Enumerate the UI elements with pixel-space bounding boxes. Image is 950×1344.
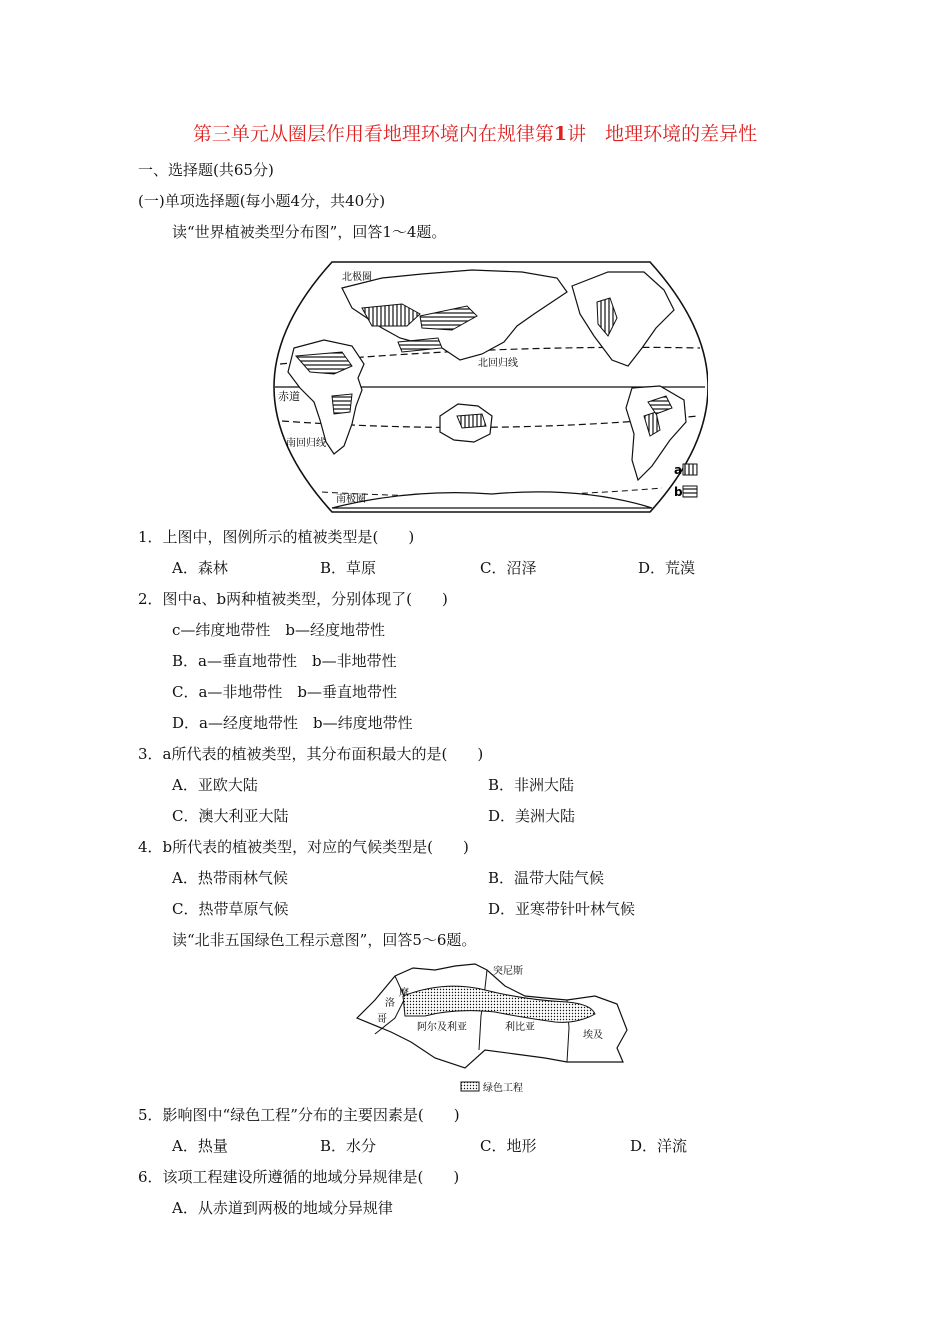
reading-prompt-1: 读“世界植被类型分布图”，回答1～4题。 — [172, 223, 447, 241]
legend-a-swatch — [683, 464, 697, 475]
section-heading: 一、选择题(共65分) — [138, 161, 274, 179]
tropic-of-cancer-label: 北回归线 — [478, 358, 518, 369]
tunisia-label: 突尼斯 — [493, 966, 523, 977]
morocco-label-2: 洛 — [385, 998, 395, 1009]
legend-b-label: b — [674, 485, 683, 499]
morocco-label-3: 哥 — [377, 1014, 387, 1025]
question-1-option-c: C．沼泽 — [480, 559, 537, 577]
morocco-label-1: 摩 — [399, 988, 409, 999]
question-3-option-a: A．亚欧大陆 — [172, 776, 258, 794]
question-2-option-b: B．a—垂直地带性 b—非地带性 — [172, 652, 397, 670]
question-6-stem: 6．该项工程建设所遵循的地域分异规律是( ) — [138, 1168, 460, 1186]
green-project-legend-swatch — [461, 1082, 479, 1091]
question-1-option-b: B．草原 — [320, 559, 377, 577]
question-1-option-d: D．荒漠 — [638, 559, 696, 577]
vegetation-b-region — [332, 394, 352, 414]
question-2-stem: 2．图中a、b两种植被类型，分别体现了( ) — [138, 590, 448, 608]
question-1-option-a: A．森林 — [172, 559, 228, 577]
question-1-stem: 1．上图中，图例所示的植被类型是( ) — [138, 528, 415, 546]
question-3-stem: 3．a所代表的植被类型，其分布面积最大的是( ) — [138, 745, 484, 763]
question-4-option-a: A．热带雨林气候 — [172, 869, 288, 887]
question-3-option-c: C．澳大利亚大陆 — [172, 807, 289, 825]
question-5-option-c: C．地形 — [480, 1137, 537, 1155]
section-subheading: (一)单项选择题(每小题4分，共40分) — [138, 192, 386, 210]
equator-label: 赤道 — [278, 390, 300, 403]
question-5-stem: 5．影响图中“绿色工程”分布的主要因素是( ) — [138, 1106, 460, 1124]
page-title: 第三单元从圈层作用看地理环境内在规律第1讲 地理环境的差异性 — [192, 123, 758, 145]
libya-label: 利比亚 — [505, 1022, 535, 1033]
legend-b-swatch — [683, 486, 697, 497]
question-5-option-a: A．热量 — [172, 1137, 228, 1155]
legend-a-label: a — [674, 463, 683, 477]
green-project-legend-label: 绿色工程 — [483, 1083, 523, 1094]
question-4-option-d: D．亚寒带针叶林气候 — [488, 900, 636, 918]
question-3-option-b: B．非洲大陆 — [488, 776, 575, 794]
question-6-option-a: A．从赤道到两极的地域分异规律 — [172, 1199, 393, 1217]
question-4-option-c: C．热带草原气候 — [172, 900, 289, 918]
egypt-label: 埃及 — [583, 1030, 603, 1041]
question-5-option-b: B．水分 — [320, 1137, 377, 1155]
antarctic-circle-label: 南极圈 — [336, 494, 366, 505]
arctic-circle-label: 北极圈 — [342, 272, 372, 283]
question-2-option-d: D．a—经度地带性 b—纬度地带性 — [172, 714, 413, 732]
question-3-option-d: D．美洲大陆 — [488, 807, 576, 825]
reading-prompt-2: 读“北非五国绿色工程示意图”，回答5～6题。 — [172, 931, 477, 949]
question-4-stem: 4．b所代表的植被类型，对应的气候类型是( ) — [138, 838, 469, 856]
algeria-label: 阿尔及利亚 — [417, 1022, 467, 1033]
question-5-option-d: D．洋流 — [630, 1137, 688, 1155]
question-4-option-b: B．温带大陆气候 — [488, 869, 605, 887]
vegetation-a-region — [457, 414, 486, 428]
tropic-of-capricorn-label: 南回归线 — [286, 438, 326, 449]
world-vegetation-map — [272, 256, 708, 518]
question-2-option-c: C．a—非地带性 b—垂直地带性 — [172, 683, 398, 701]
question-2-option-a: c—纬度地带性 b—经度地带性 — [172, 621, 386, 639]
north-africa-green-project-map — [355, 958, 631, 1096]
